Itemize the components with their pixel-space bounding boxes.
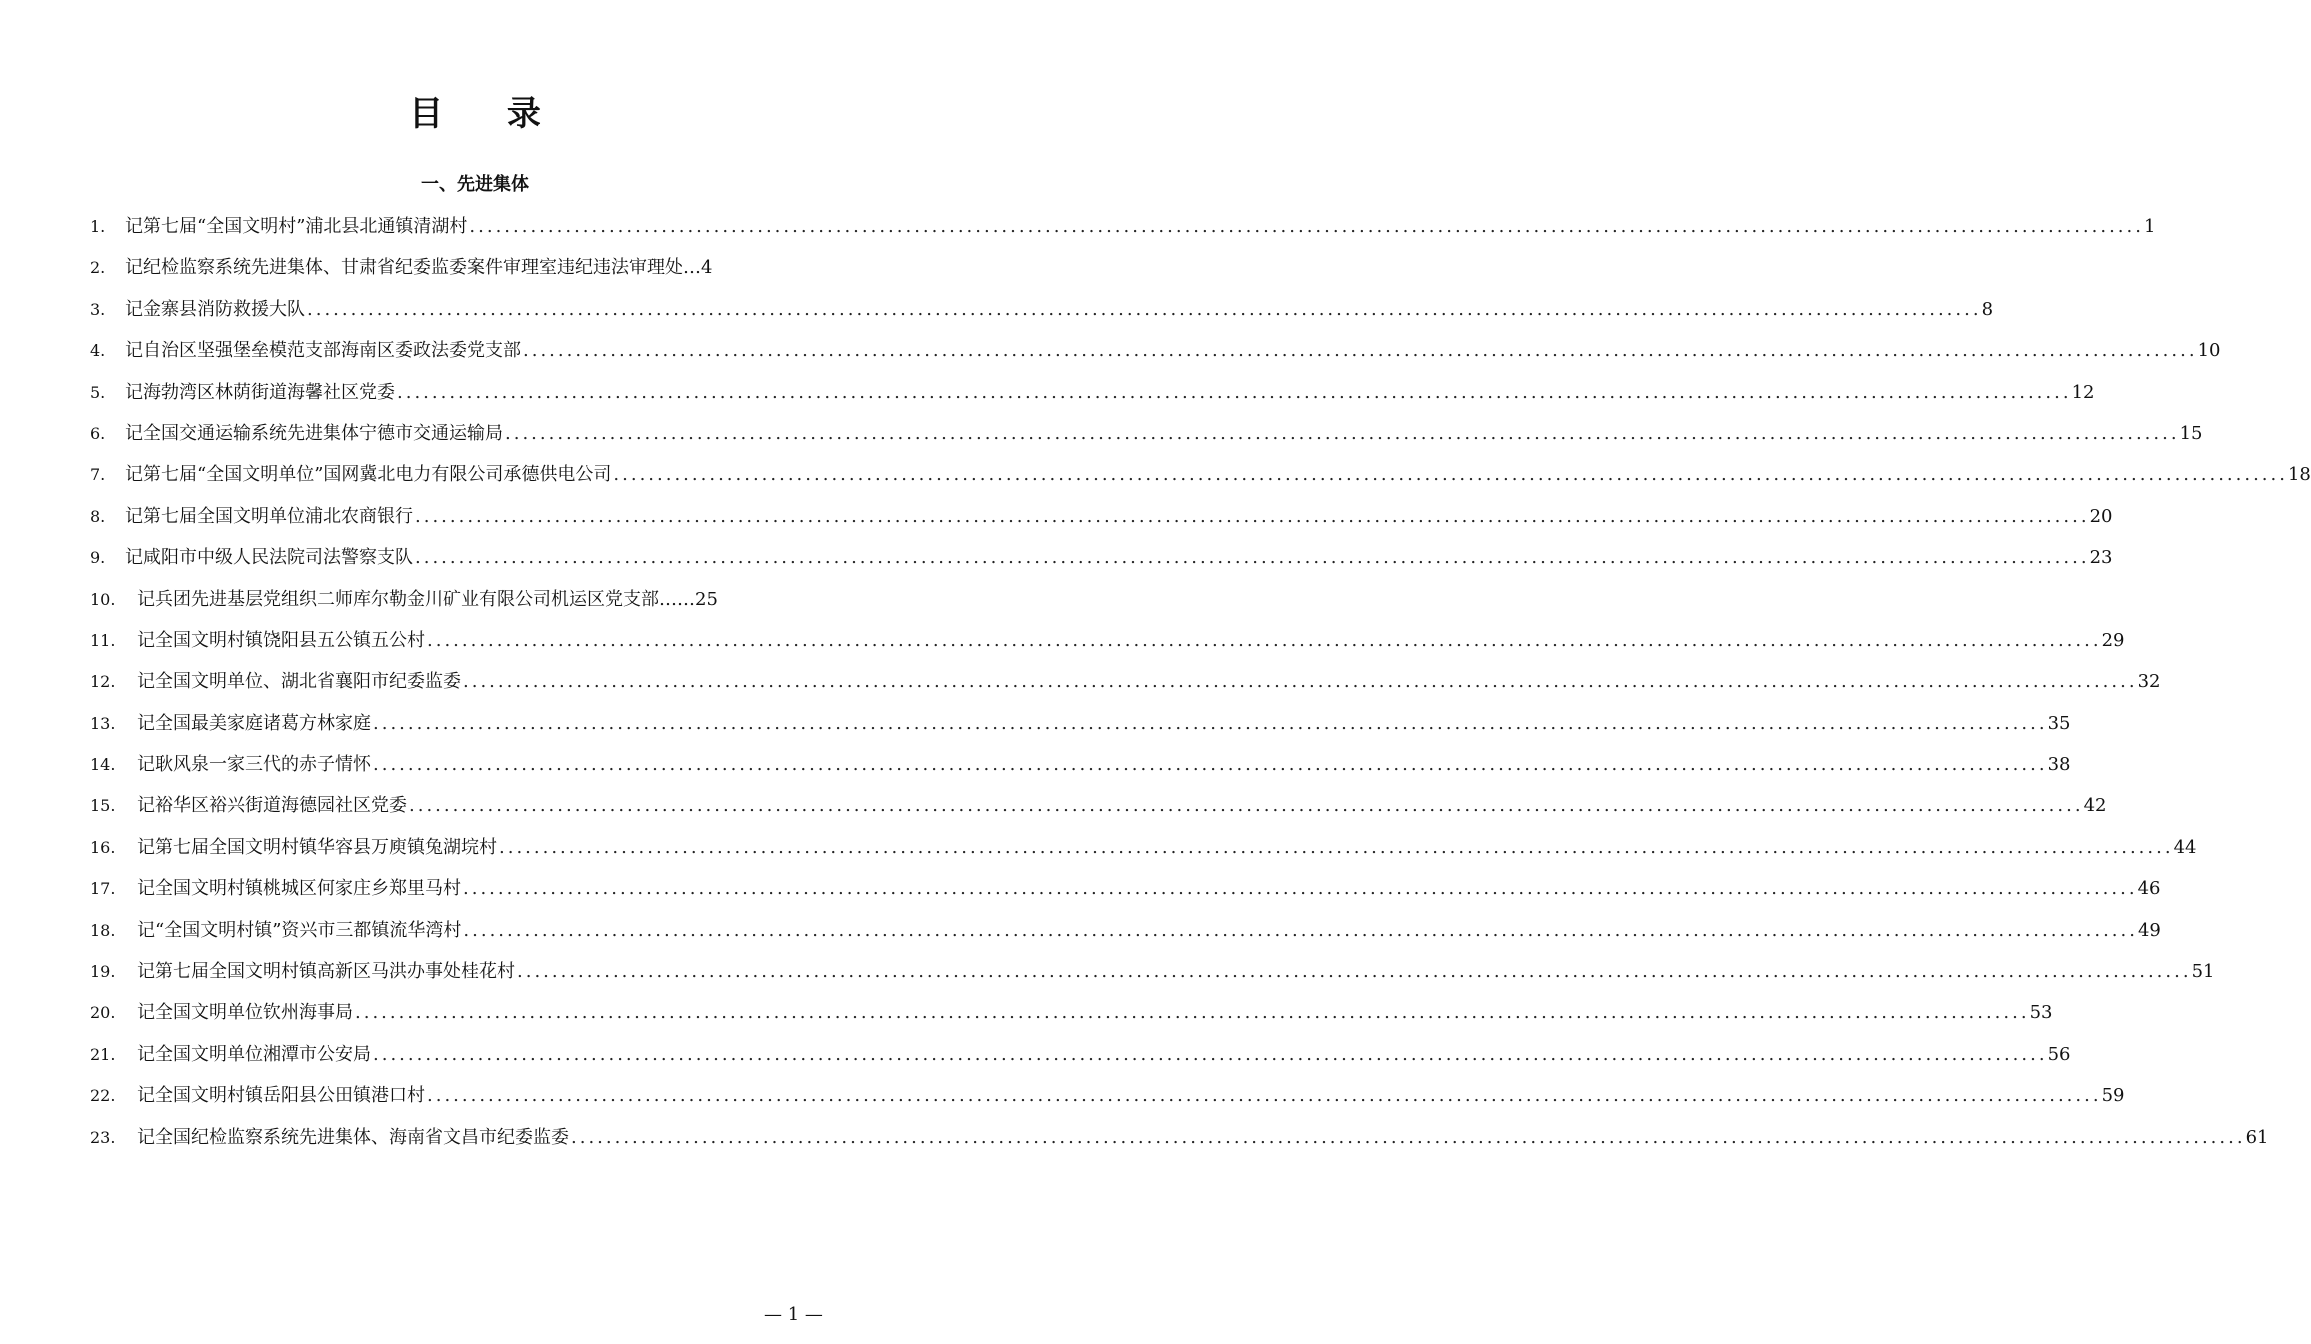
toc-entry-number: 12.	[90, 672, 116, 692]
toc-entry-page: 18	[2287, 464, 2311, 486]
toc-entry-title: 记第七届全国文明单位浦北农商银行	[125, 505, 413, 527]
toc-entry	[90, 251, 860, 292]
toc-entry-page: 4	[701, 257, 713, 279]
toc-title: 目 录	[409, 94, 567, 134]
dot-leader	[413, 541, 2090, 575]
toc-entry	[90, 334, 2221, 375]
toc-entry	[90, 210, 2156, 251]
dot-leader	[467, 210, 2144, 244]
toc-entry-title: 记第七届“全国文明村”浦北县北通镇清湖村	[125, 216, 468, 237]
toc-entry-page: 59	[2101, 1085, 2125, 1107]
toc-entry	[90, 1121, 2269, 1162]
toc-entry	[90, 914, 2161, 955]
toc-entry-page: 15	[2179, 422, 2203, 444]
toc-entry-title: 记咸阳市中级人民法院司法警察支队	[125, 547, 413, 569]
toc-entry-page: 12	[2071, 381, 2095, 403]
toc-entry-page: 25	[695, 588, 718, 610]
toc-entry-page: 56	[2047, 1043, 2071, 1065]
toc-entry-number: 6.	[90, 423, 106, 443]
toc-entry-number: 16.	[90, 837, 116, 857]
dot-leader	[395, 376, 2072, 410]
toc-entry-number: 23.	[90, 1127, 116, 1147]
toc-entry-number: 15.	[90, 796, 116, 816]
toc-entry	[90, 500, 2113, 541]
toc-entry	[90, 458, 2311, 499]
toc-entry	[90, 417, 2203, 458]
toc-entry-number: 9.	[90, 548, 106, 568]
toc-entry-number: 10.	[90, 589, 116, 609]
toc-entry-number: 3.	[90, 299, 106, 319]
toc-entry	[90, 583, 860, 624]
toc-entry-number: 21.	[90, 1044, 116, 1064]
toc-entry-title: 记自治区坚强堡垒模范支部海南区委政法委党支部	[125, 340, 521, 362]
dot-leader	[407, 789, 2084, 823]
toc-entry	[90, 707, 2071, 748]
toc-entry-page: 8	[1981, 298, 1994, 320]
toc-entry-title: 记全国文明村镇饶阳县五公镇五公村	[137, 629, 425, 651]
dot-leader	[521, 334, 2198, 368]
toc-entry-page: 53	[2029, 1002, 2053, 1024]
toc-entry-title: 记兵团先进基层党组织二师库尔勒金川矿业有限公司机运区党支部……	[137, 588, 695, 610]
toc-entry-number: 7.	[90, 465, 106, 485]
toc-entry-number: 20.	[90, 1003, 116, 1023]
toc-entry-number: 2.	[90, 258, 106, 278]
toc-entry-number: 13.	[90, 713, 116, 733]
toc-entry-title: 记“全国文明村镇”资兴市三都镇流华湾村	[137, 919, 462, 941]
toc-entry-title: 记裕华区裕兴街道海德园社区党委	[137, 795, 407, 817]
dot-leader	[611, 458, 2288, 492]
dot-leader	[461, 665, 2138, 699]
toc-entry	[90, 831, 2197, 872]
toc-list	[90, 210, 2311, 1162]
toc-entry-page: 20	[2089, 505, 2113, 527]
toc-entry	[90, 1038, 2071, 1079]
dot-leader	[503, 417, 2180, 451]
toc-entry	[90, 955, 2215, 996]
toc-entry-number: 14.	[90, 755, 116, 775]
toc-entry	[90, 376, 2095, 417]
toc-entry	[90, 996, 2053, 1037]
toc-entry-title: 记第七届全国文明村镇华容县万庾镇兔湖垸村	[137, 836, 497, 858]
dot-leader	[515, 955, 2192, 989]
toc-entry-page: 29	[2101, 629, 2125, 651]
toc-entry-page: 38	[2047, 754, 2071, 776]
toc-entry	[90, 1079, 2125, 1120]
toc-entry	[90, 748, 2071, 789]
dot-leader	[569, 1121, 2246, 1155]
toc-entry	[90, 624, 2125, 665]
section-heading: 一、先进集体	[421, 174, 529, 195]
dot-leader	[461, 914, 2138, 948]
toc-entry-page: 1	[2143, 216, 2156, 237]
toc-entry-number: 22.	[90, 1086, 116, 1106]
toc-entry-title: 记全国文明村镇桃城区何家庄乡郑里马村	[137, 878, 461, 900]
toc-entry-number: 4.	[90, 341, 106, 361]
toc-entry-page: 42	[2083, 795, 2107, 817]
dot-leader	[371, 748, 2048, 782]
toc-entry-title: 记全国文明单位、湖北省襄阳市纪委监委	[137, 671, 461, 693]
page-number-footer: — 1 —	[764, 1304, 823, 1325]
toc-entry-page: 46	[2137, 878, 2161, 900]
dot-leader	[371, 707, 2048, 741]
toc-entry-number: 8.	[90, 506, 106, 526]
toc-entry-number: 18.	[90, 920, 116, 940]
toc-entry-title: 记全国文明单位湘潭市公安局	[137, 1043, 371, 1065]
toc-entry-title: 记第七届“全国文明单位”国网冀北电力有限公司承德供电公司	[125, 464, 612, 486]
toc-entry-page: 49	[2137, 919, 2161, 941]
dot-leader	[461, 872, 2138, 906]
dot-leader	[353, 996, 2030, 1030]
toc-entry	[90, 872, 2161, 913]
toc-entry-number: 17.	[90, 879, 116, 899]
toc-entry-number: 19.	[90, 962, 116, 982]
toc-entry-number: 5.	[90, 382, 106, 402]
toc-entry-title: 记全国纪检监察系统先进集体、海南省文昌市纪委监委	[137, 1126, 569, 1148]
toc-entry-page: 10	[2197, 340, 2221, 362]
toc-entry	[90, 665, 2161, 706]
toc-entry-title: 记全国文明村镇岳阳县公田镇港口村	[137, 1085, 425, 1107]
toc-entry-page: 44	[2173, 836, 2197, 858]
toc-entry-title: 记金寨县消防救援大队	[125, 298, 305, 320]
toc-entry	[90, 541, 2113, 582]
toc-entry	[90, 293, 1994, 334]
toc-entry-page: 35	[2047, 712, 2071, 734]
toc-entry-title: 记全国交通运输系统先进集体宁德市交通运输局	[125, 422, 503, 444]
toc-entry-number: 1.	[90, 217, 106, 236]
dot-leader	[305, 293, 1982, 327]
toc-entry	[90, 789, 2107, 830]
toc-entry-page: 51	[2191, 961, 2215, 983]
toc-entry-number: 11.	[90, 630, 116, 650]
toc-entry-page: 61	[2245, 1126, 2269, 1148]
dot-leader	[425, 624, 2102, 658]
toc-entry-title: 记第七届全国文明村镇高新区马洪办事处桂花村	[137, 961, 515, 983]
dot-leader	[371, 1038, 2048, 1072]
toc-entry-page: 23	[2089, 547, 2113, 569]
toc-entry-title: 记全国文明单位钦州海事局	[137, 1002, 353, 1024]
toc-entry-page: 32	[2137, 671, 2161, 693]
toc-entry-title: 记海勃湾区林荫街道海馨社区党委	[125, 381, 395, 403]
toc-entry-title: 记全国最美家庭诸葛方林家庭	[137, 712, 371, 734]
toc-entry-title: 记纪检监察系统先进集体、甘肃省纪委监委案件审理室违纪违法审理处…	[125, 257, 701, 279]
dot-leader	[425, 1079, 2102, 1113]
dot-leader	[413, 500, 2090, 534]
toc-entry-title: 记耿风泉一家三代的赤子情怀	[137, 754, 371, 776]
dot-leader	[497, 831, 2174, 865]
